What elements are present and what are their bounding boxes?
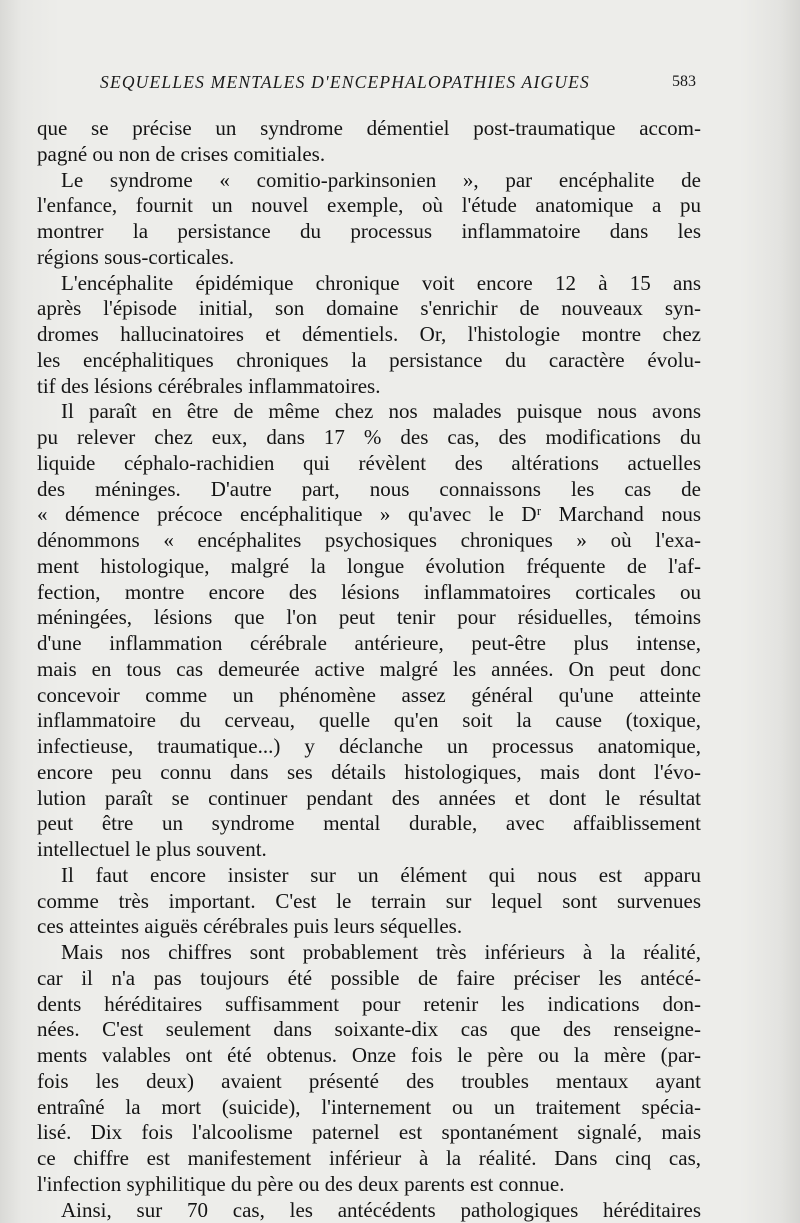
text-line: l'infection syphilitique du père ou des deux parents est connue.	[37, 1171, 565, 1196]
text-line: l'enfance, fournit un nouvel exemple, où l'étude anatomique a pu	[37, 193, 701, 218]
running-header	[100, 72, 700, 96]
text-line: d'une inflammation cérébrale antérieure, peut-être plus intense,	[37, 631, 701, 655]
text-line: ce chiffre est manifestement inférieur à la réalité. Dans cinq cas,	[37, 1146, 701, 1170]
paragraph-p7	[37, 1198, 701, 1223]
paragraph-p1	[37, 116, 701, 168]
text-line: Il faut encore insister sur un élément qui nous est apparu	[61, 862, 701, 887]
text-line: Il paraît en être de même chez nos malades puisque nous avons	[61, 399, 701, 424]
text-line: peut être un syndrome mental durable, avec affaiblissement	[37, 811, 701, 836]
text-line: Ainsi, sur 70 cas, les antécédents pathologiques héréditaires	[61, 1197, 701, 1222]
text-line: lution paraît se continuer pendant des années et dont le résultat	[37, 785, 701, 810]
paragraph-p4	[37, 399, 701, 863]
text-line: liquide céphalo-rachidien qui révèlent des altérations actuelles	[37, 450, 701, 475]
text-line: les encéphalitiques chroniques la persistance du caractère évolu-	[37, 347, 701, 372]
text-line: méningées, lésions que l'on peut tenir pour résiduelles, témoins	[37, 605, 701, 630]
paragraph-p6	[37, 940, 701, 1198]
text-line: des méninges. D'autre part, nous connaissons les cas de	[37, 476, 701, 501]
text-line: dromes hallucinatoires et démentiels. Or, l'histologie montre chez	[37, 322, 701, 346]
text-line: pu relever chez eux, dans 17 % des cas, des modifications du	[37, 425, 701, 449]
text-line: car il n'a pas toujours été possible de faire préciser les antécé-	[37, 965, 701, 990]
paragraph-p5	[37, 863, 701, 940]
text-line: « démence précoce encéphalitique » qu'avec le Dʳ Marchand nous	[37, 502, 701, 527]
text-line: entraîné la mort (suicide), l'internement ou un traitement spécia-	[37, 1094, 701, 1119]
text-line: pagné ou non de crises comitiales.	[37, 141, 326, 166]
text-line: Mais nos chiffres sont probablement très inférieurs à la réalité,	[61, 940, 701, 964]
text-line: inflammatoire du cerveau, quelle qu'en soit la cause (toxique,	[37, 708, 701, 733]
text-line: Le syndrome « comitio-parkinsonien », par encéphalite de	[61, 167, 701, 192]
body-text	[37, 116, 701, 1223]
text-line: ces atteintes aiguës cérébrales puis leurs séquelles.	[37, 914, 463, 939]
text-line: ments valables ont été obtenus. Onze fois le père ou la mère (par-	[37, 1043, 701, 1067]
text-line: après l'épisode initial, son domaine s'enrichir de nouveaux syn-	[37, 296, 701, 321]
paragraph-p2	[37, 168, 701, 271]
text-line: comme très important. C'est le terrain sur lequel sont survenues	[37, 888, 701, 913]
text-line: infectieuse, traumatique...) y déclanche un processus anatomique,	[37, 734, 701, 758]
text-line: montrer la persistance du processus inflammatoire dans les	[37, 219, 701, 243]
text-line: concevoir comme un phénomène assez général qu'une atteinte	[37, 682, 701, 707]
running-title: SEQUELLES MENTALES D'ENCEPHALOPATHIES AIGUES	[100, 72, 590, 92]
text-line: fection, montre encore des lésions inflammatoires corticales ou	[37, 579, 701, 604]
text-line: ment histologique, malgré la longue évolution fréquente de l'af-	[37, 553, 701, 578]
text-line: L'encéphalite épidémique chronique voit encore 12 à 15 ans	[61, 270, 701, 295]
page-number: 583	[672, 73, 696, 90]
text-line: fois les deux) avaient présenté des troubles mentaux ayant	[37, 1068, 701, 1093]
text-line: régions sous-corticales.	[37, 244, 235, 269]
text-line: nées. C'est seulement dans soixante-dix cas que des renseigne-	[37, 1017, 701, 1042]
text-line: mais en tous cas demeurée active malgré les années. On peut donc	[37, 656, 701, 681]
text-line: que se précise un syndrome démentiel post-traumatique accom-	[37, 116, 701, 140]
text-line: dénommons « encéphalites psychosiques chroniques » où l'exa-	[37, 528, 701, 552]
text-line: intellectuel le plus souvent.	[37, 837, 267, 861]
text-line: dents héréditaires suffisamment pour retenir les indications don-	[37, 991, 701, 1016]
paragraph-p3	[37, 271, 701, 400]
text-line: tif des lésions cérébrales inflammatoires.	[37, 373, 381, 398]
text-line: encore peu connu dans ses détails histologiques, mais dont l'évo-	[37, 759, 701, 784]
text-line: lisé. Dix fois l'alcoolisme paternel est spontanément signalé, mais	[37, 1120, 701, 1145]
